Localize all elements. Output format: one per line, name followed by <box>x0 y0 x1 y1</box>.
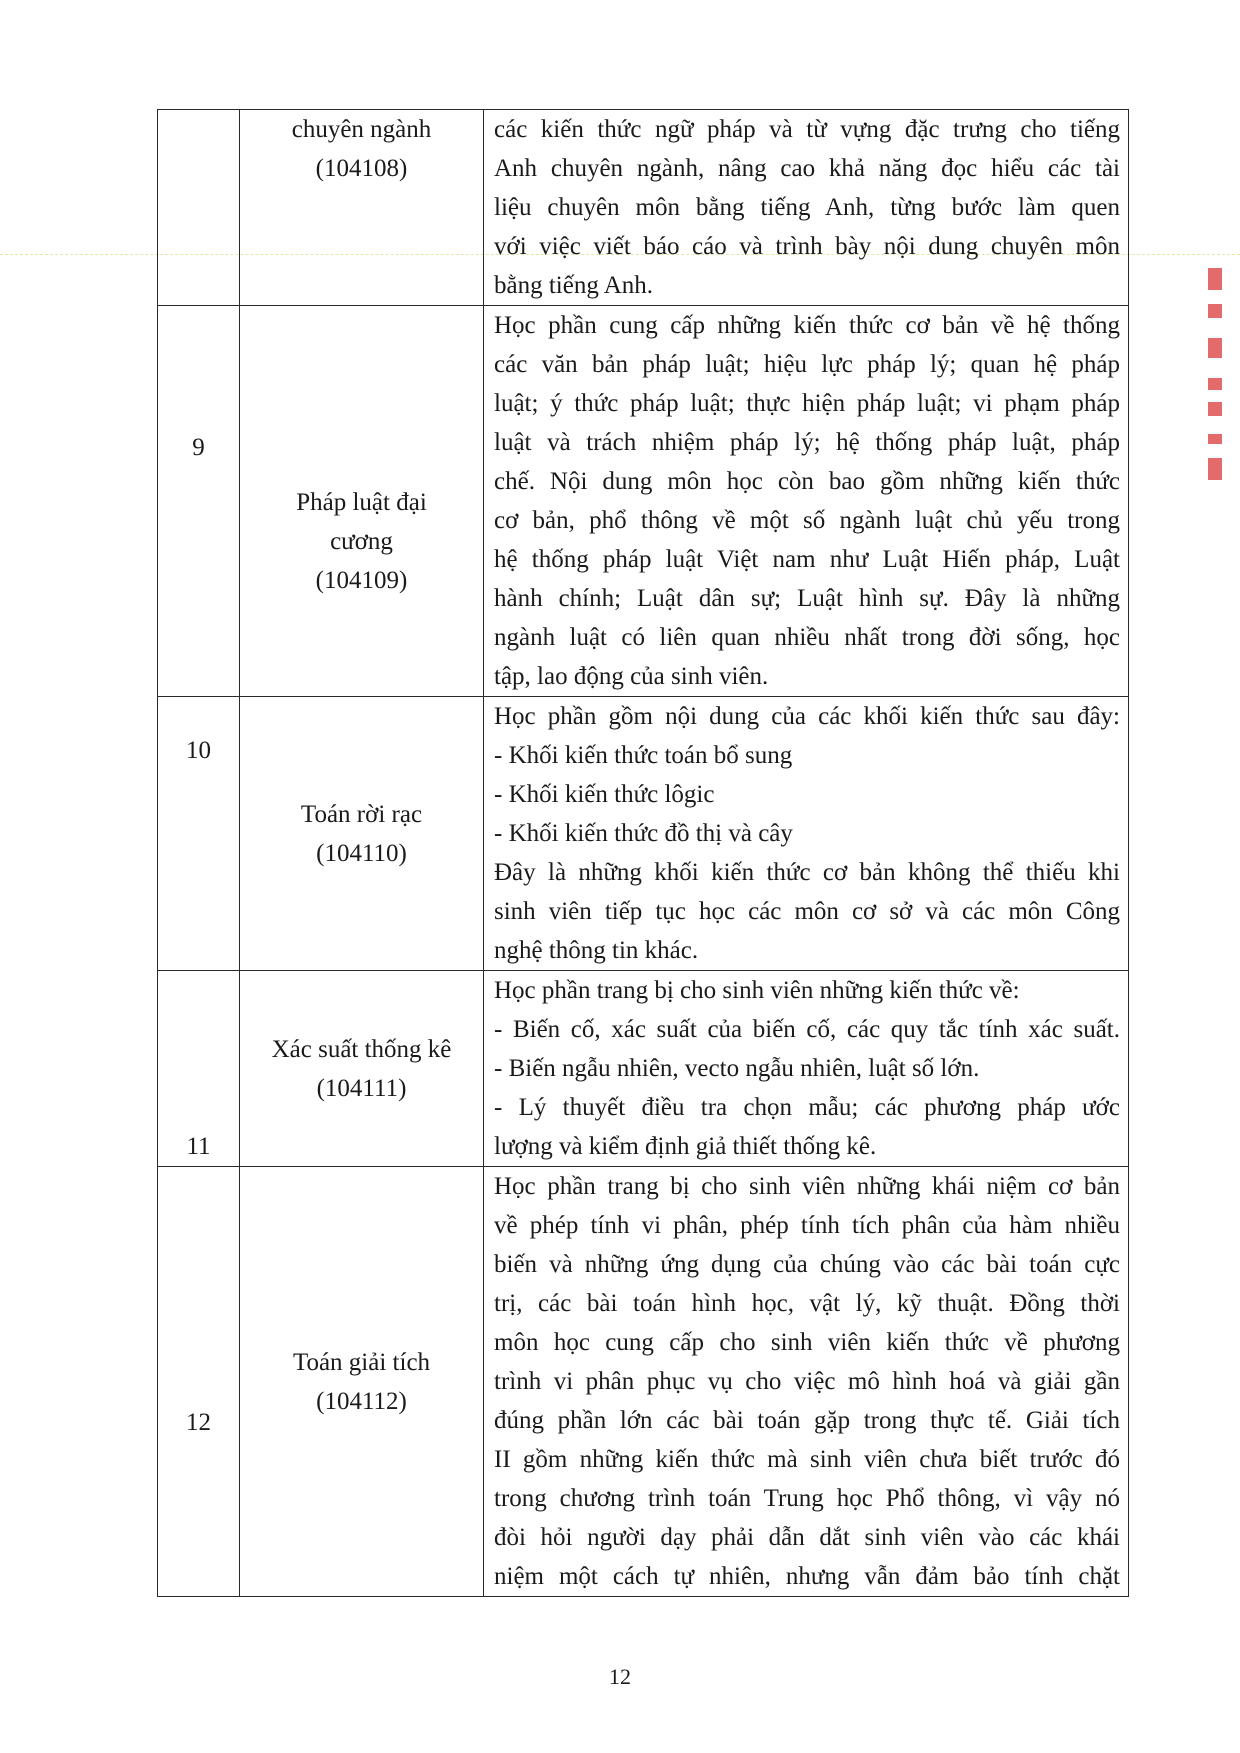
row-number <box>158 110 240 306</box>
description-line: trong chương trình toán Trung học Phổ thông, vì vậy nó <box>494 1485 1120 1512</box>
description-line: trị, các bài toán hình học, vật lý, kỹ thuật. Đồng thời <box>494 1290 1120 1317</box>
course-description <box>484 1167 1129 1597</box>
description-line: hành chính; Luật dân sự; Luật hình sự. Đây là những <box>494 585 1120 612</box>
description-line: các văn bản pháp luật; hiệu lực pháp lý; quan hệ pháp <box>494 351 1120 378</box>
course-description <box>484 697 1129 971</box>
description-line: - Khối kiến thức đồ thị và cây <box>494 820 793 847</box>
description-line: sinh viên tiếp tục học các môn cơ sở và các môn Công <box>494 898 1120 925</box>
course-name <box>240 306 484 697</box>
description-line: cơ bản, phổ thông về một số ngành luật chủ yếu trong <box>494 507 1120 534</box>
course-description <box>484 306 1129 697</box>
course-name <box>240 697 484 971</box>
description-line: các kiến thức ngữ pháp và từ vựng đặc trưng cho tiếng <box>494 116 1120 143</box>
page-number: 12 <box>609 1664 631 1689</box>
description-line: liệu chuyên môn bằng tiếng Anh, từng bước làm quen <box>494 194 1120 221</box>
description-line: Học phần trang bị cho sinh viên những khái niệm cơ bản <box>494 1173 1120 1200</box>
table-row <box>158 306 1129 697</box>
description-line: Đây là những khối kiến thức cơ bản không thể thiếu khi <box>494 859 1120 886</box>
course-name-line: chuyên ngành <box>291 116 432 143</box>
description-line: II gồm những kiến thức mà sinh viên chưa biết trước đó <box>494 1446 1120 1473</box>
course-code: (104110) <box>316 839 407 867</box>
course-description <box>484 110 1129 306</box>
description-line: Học phần cung cấp những kiến thức cơ bản về hệ thống <box>494 312 1120 339</box>
course-table <box>157 109 1129 1597</box>
row-number <box>158 306 240 697</box>
description-line: chế. Nội dung môn học còn bao gồm những kiến thức <box>494 468 1120 495</box>
course-name <box>240 971 484 1167</box>
description-line: bằng tiếng Anh. <box>494 272 654 299</box>
description-line: - Biến ngẫu nhiên, vecto ngẫu nhiên, luật số lớn. <box>494 1055 980 1082</box>
table-row <box>158 110 1129 306</box>
description-line: lượng và kiểm định giả thiết thống kê. <box>494 1133 877 1160</box>
description-line: trình vi phân phục vụ cho việc mô hình hoá và giải gần <box>494 1368 1120 1395</box>
description-line: Anh chuyên ngành, nâng cao khả năng đọc hiểu các tài <box>494 155 1120 182</box>
table-row <box>158 697 1129 971</box>
row-number-text: 12 <box>186 1409 211 1436</box>
row-number <box>158 1167 240 1597</box>
scan-margin-mark <box>1208 268 1222 483</box>
course-name-line: Toán giải tích <box>292 1348 431 1376</box>
course-name-line: cương <box>330 527 393 555</box>
description-line: đúng phần lớn các bài toán gặp trong thực tế. Giải tích <box>494 1407 1120 1434</box>
course-name-line: Toán rời rạc <box>300 800 423 828</box>
description-line: hệ thống pháp luật Việt nam như Luật Hiến pháp, Luật <box>494 546 1120 573</box>
description-line: Học phần trang bị cho sinh viên những kiến thức về: <box>494 977 1020 1004</box>
description-line: với việc viết báo cáo và trình bày nội dung chuyên môn <box>494 233 1120 260</box>
row-number: 11 <box>158 971 240 1167</box>
description-line: niệm một cách tự nhiên, nhưng vẫn đảm bảo tính chặt <box>494 1563 1120 1590</box>
description-line: ngành luật có liên quan nhiều nhất trong đời sống, học <box>494 624 1120 651</box>
course-name-line: Pháp luật đại <box>296 488 427 516</box>
description-line: - Lý thuyết điều tra chọn mẫu; các phương pháp ước <box>494 1094 1120 1121</box>
row-number-text: 10 <box>186 737 211 764</box>
description-line: nghệ thông tin khác. <box>494 937 699 964</box>
course-code: (104112) <box>316 1387 407 1415</box>
description-line: tập, lao động của sinh viên. <box>494 663 769 690</box>
course-code: (104109) <box>315 566 408 594</box>
table-row <box>158 971 1129 1167</box>
table-row <box>158 1167 1129 1597</box>
row-number <box>158 697 240 971</box>
description-line: về phép tính vi phân, phép tính tích phân của hàm nhiều <box>494 1212 1120 1239</box>
course-description <box>484 971 1129 1167</box>
description-line: đòi hỏi người dạy phải dẫn dắt sinh viên vào các khái <box>494 1524 1120 1551</box>
description-line: luật; ý thức pháp luật; thực hiện pháp luật; vi phạm pháp <box>494 390 1120 417</box>
description-line: Học phần gồm nội dung của các khối kiến thức sau đây: <box>494 703 1120 730</box>
description-line: môn học cung cấp cho sinh viên kiến thức về phương <box>494 1329 1120 1356</box>
course-code: (104111) <box>316 1074 407 1102</box>
description-line: - Khối kiến thức toán bổ sung <box>494 742 793 769</box>
course-name <box>240 110 484 306</box>
course-name-line: Xác suất thống kê <box>271 1035 452 1063</box>
description-line: - Biến cố, xác suất của biến cố, các quy tắc tính xác suất. <box>494 1016 1120 1043</box>
course-code: (104108) <box>315 155 408 182</box>
course-name <box>240 1167 484 1597</box>
description-line: - Khối kiến thức lôgic <box>494 781 715 808</box>
row-number-text: 9 <box>192 434 205 461</box>
description-line: biến và những ứng dụng của chúng vào các bài toán cực <box>494 1251 1120 1278</box>
description-line: luật và trách nhiệm pháp lý; hệ thống pháp luật, pháp <box>494 429 1120 456</box>
